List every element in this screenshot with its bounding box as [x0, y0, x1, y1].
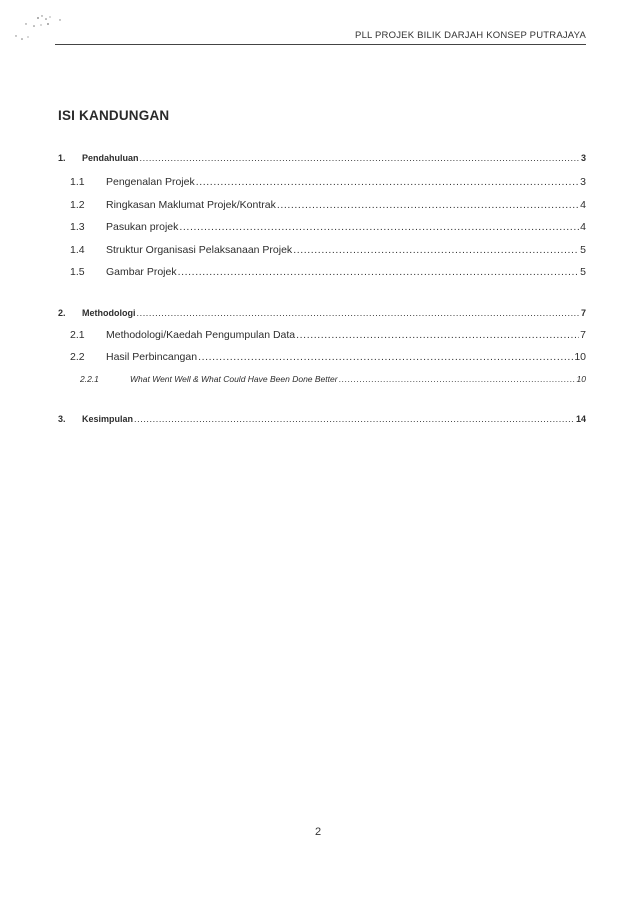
toc-entry-number: 1.5 — [70, 266, 85, 278]
toc-entry-title: Methodologi/Kaedah Pengumpulan Data — [106, 329, 296, 341]
header-title: PLL PROJEK BILIK DARJAH KONSEP PUTRAJAYA — [355, 30, 586, 41]
toc-dot-leader — [339, 374, 576, 384]
toc-entry-title: Pendahuluan — [82, 153, 139, 163]
toc-entry-title: Ringkasan Maklumat Projek/Kontrak — [106, 199, 276, 211]
toc-entry-number: 1. — [58, 153, 66, 163]
toc-entry-page: 5 — [580, 244, 586, 256]
toc-entry-ringkasan-maklumat[interactable] — [58, 199, 586, 211]
toc-dot-leader — [140, 153, 580, 163]
toc-entry-gambar-projek[interactable] — [58, 266, 586, 278]
toc-entry-methodologi[interactable] — [58, 308, 586, 318]
toc-entry-page: 4 — [580, 199, 586, 211]
toc-entry-number: 3. — [58, 414, 66, 424]
toc-dot-leader — [134, 414, 575, 424]
toc-entry-title: Kesimpulan — [82, 414, 134, 424]
toc-entry-page: 7 — [580, 329, 586, 341]
toc-entry-page: 10 — [576, 374, 586, 384]
toc-entry-what-went-well[interactable] — [58, 374, 586, 384]
toc-dot-leader — [137, 308, 580, 318]
toc-dot-leader — [277, 199, 579, 211]
toc-entry-number: 1.1 — [70, 176, 85, 188]
toc-entry-kaedah-pengumpulan-data[interactable] — [58, 329, 586, 341]
toc-entry-number: 2. — [58, 308, 66, 318]
toc-entry-number: 2.2.1 — [80, 374, 99, 384]
toc-entry-pasukan-projek[interactable] — [58, 221, 586, 233]
toc-dot-leader — [198, 351, 573, 363]
header-divider — [55, 44, 586, 45]
toc-dot-leader — [196, 176, 579, 188]
toc-entry-page: 10 — [574, 351, 586, 363]
toc-entry-hasil-perbincangan[interactable] — [58, 351, 586, 363]
toc-entry-page: 14 — [575, 414, 586, 424]
toc-entry-pengenalan-projek[interactable] — [58, 176, 586, 188]
toc-entry-title: Gambar Projek — [106, 266, 177, 278]
toc-entry-struktur-organisasi[interactable] — [58, 244, 586, 256]
toc-entry-title: Hasil Perbincangan — [106, 351, 198, 363]
toc-entry-number: 1.2 — [70, 199, 85, 211]
toc-dot-leader — [293, 244, 579, 256]
toc-entry-page: 4 — [580, 221, 586, 233]
toc-entry-kesimpulan[interactable] — [58, 414, 586, 424]
toc-dot-leader — [296, 329, 579, 341]
toc-entry-title: Pengenalan Projek — [106, 176, 195, 188]
toc-dot-leader — [179, 221, 579, 233]
toc-entry-page: 7 — [580, 308, 586, 318]
toc-entry-number: 1.4 — [70, 244, 85, 256]
toc-entry-title: Methodologi — [82, 308, 136, 318]
toc-entry-page: 3 — [580, 153, 586, 163]
toc-entry-title: Struktur Organisasi Pelaksanaan Projek — [106, 244, 293, 256]
toc-entry-title: Pasukan projek — [106, 221, 179, 233]
page-number: 2 — [314, 826, 322, 838]
toc-title: ISI KANDUNGAN — [58, 108, 170, 123]
toc-entry-number: 1.3 — [70, 221, 85, 233]
toc-entry-title: What Went Well & What Could Have Been Done Better — [130, 374, 338, 384]
toc-entry-number: 2.1 — [70, 329, 85, 341]
toc-dot-leader — [178, 266, 580, 278]
toc-entry-number: 2.2 — [70, 351, 85, 363]
toc-entry-pendahuluan[interactable] — [58, 153, 586, 163]
toc-entry-page: 5 — [580, 266, 586, 278]
toc-entry-page: 3 — [580, 176, 586, 188]
